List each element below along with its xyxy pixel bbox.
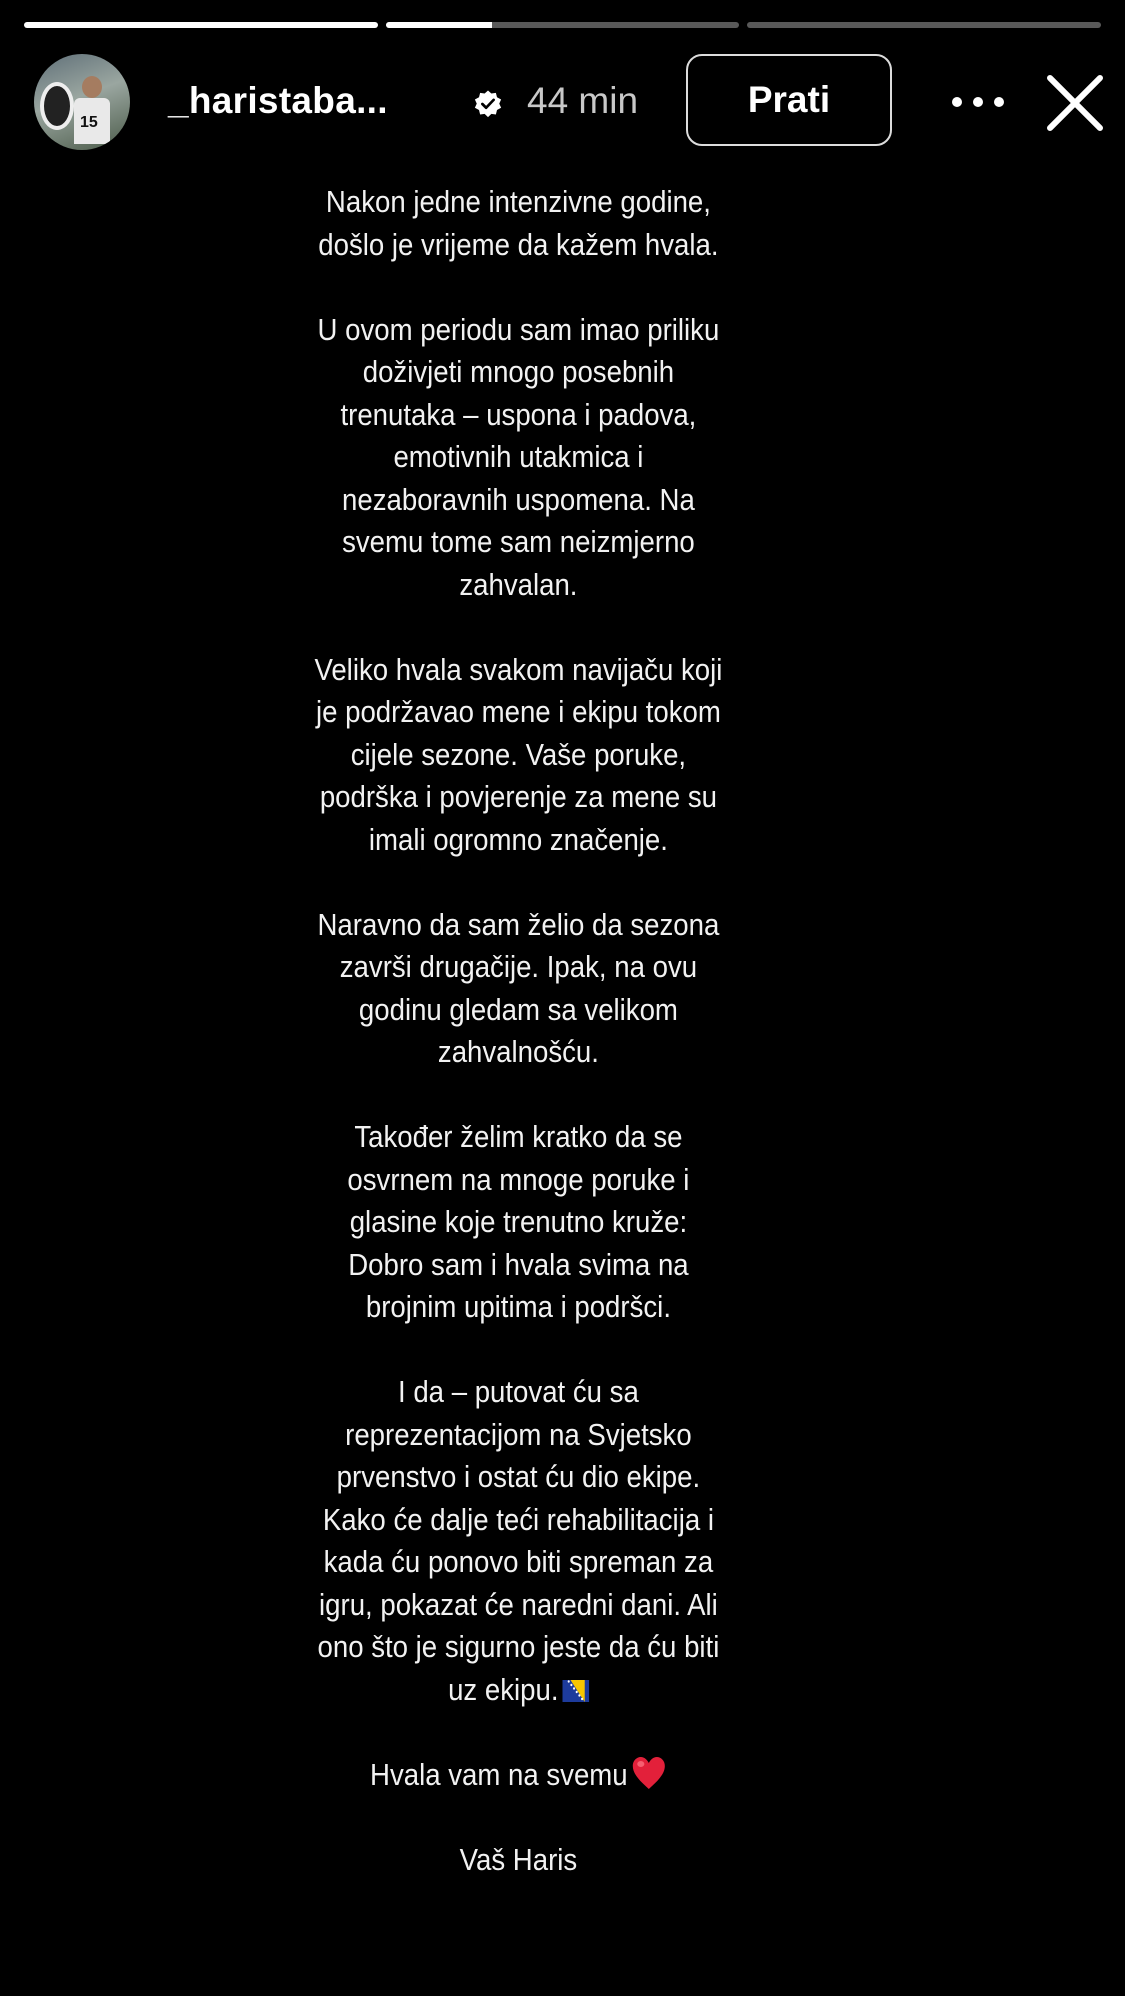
story-paragraph-5: Također želim kratko da se osvrnem na mnoge poruke i glasine koje trenutno kruže: Dobro sam i hvala svima na brojnim upitima i podršci.	[347, 1119, 690, 1324]
avatar-jersey-number: 15	[80, 114, 98, 131]
story-paragraph-1: Nakon jedne intenzivne godine, došlo je vrijeme da kažem hvala.	[318, 184, 719, 262]
story-paragraph-7-text: Hvala vam na svemu	[370, 1756, 628, 1792]
story-paragraph-7	[0, 1754, 1037, 1797]
story-progress-bar	[24, 22, 1101, 28]
story-paragraph-3: Veliko hvala svakom navijaču koji je podržavao mene i ekipu tokom cijele sezone. Vaše poruke, podrška i povjerenje za mene su imali ogromno značenje.	[314, 651, 723, 857]
story-paragraph-2: U ovom periodu sam imao priliku doživjeti mnogo posebnih trenutaka – uspona i padova, emotivnih utakmica i nezaboravnih uspomena. Na svemu tome sam neizmjerno zahvalan.	[317, 311, 720, 602]
story-paragraph-4: Naravno da sam želio da sezona završi drugačije. Ipak, na ovu godinu gledam sa velikom zahvalnošću.	[317, 906, 720, 1069]
close-icon[interactable]	[1040, 68, 1110, 138]
progress-segment-1	[24, 22, 378, 28]
story-paragraph-6-text: I da – putovat ću sa reprezentacijom na Svjetsko prvenstvo i ostat ću dio ekipe. Kako će dalje teći rehabilitacija i kada ću ponovo biti spreman za igru, pokazat će naredni dani. Ali ono što je sigurno jeste da ću biti uz ekipu.	[317, 1374, 720, 1707]
verified-badge-icon	[473, 89, 503, 119]
club-crest-icon	[40, 82, 74, 130]
avatar[interactable]	[34, 54, 130, 150]
post-time: 44 min	[527, 80, 639, 121]
bosnia-flag-icon	[562, 1680, 589, 1702]
progress-fill-2	[386, 22, 492, 28]
more-options-icon	[951, 96, 1005, 108]
follow-button[interactable]: Prati	[686, 54, 892, 146]
story-paragraph-6	[0, 1371, 1037, 1711]
username[interactable]: _haristaba...	[168, 80, 388, 121]
progress-fill-1	[24, 22, 378, 28]
progress-segment-2	[386, 22, 740, 28]
red-heart-icon	[631, 1755, 667, 1791]
progress-segment-3	[747, 22, 1101, 28]
story-text	[0, 181, 1037, 1881]
more-options-button[interactable]	[946, 80, 1010, 124]
story-signature: Vaš Haris	[459, 1841, 578, 1877]
story-header	[34, 54, 1101, 150]
